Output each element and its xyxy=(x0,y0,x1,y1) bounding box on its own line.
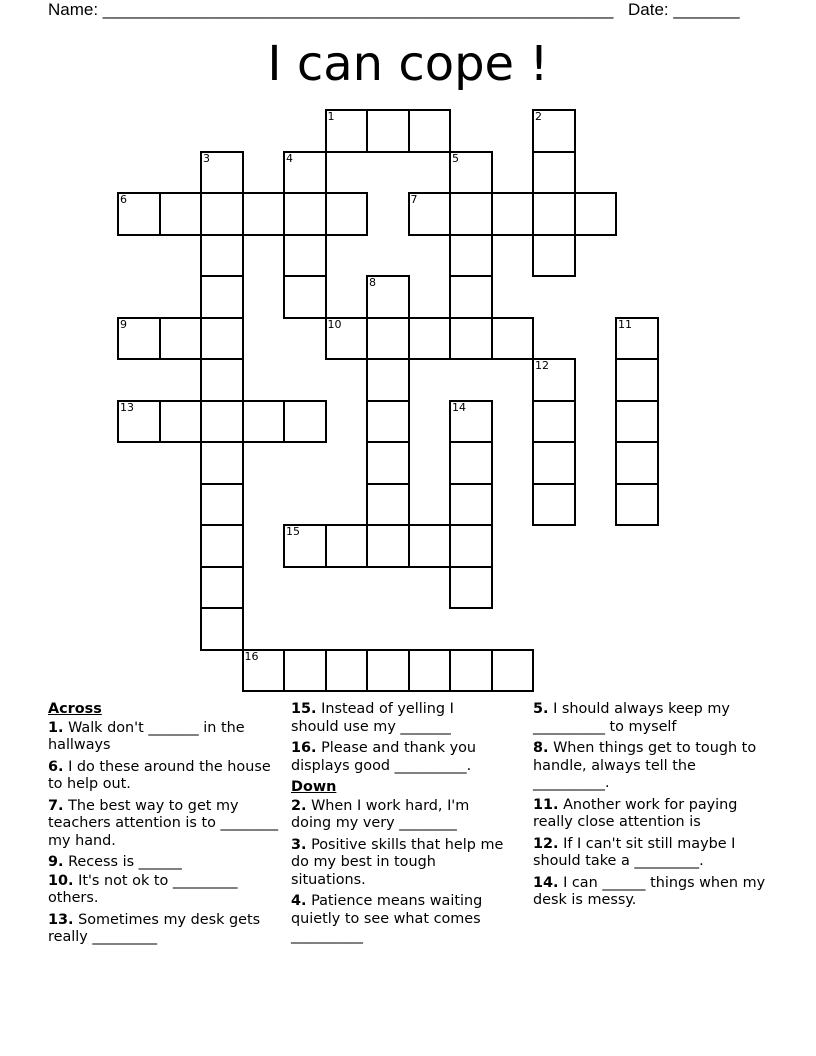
grid-cell[interactable] xyxy=(366,524,410,568)
grid-cell[interactable] xyxy=(449,234,493,278)
grid-cell[interactable] xyxy=(449,192,493,236)
grid-cell[interactable] xyxy=(449,524,493,568)
grid-cell[interactable] xyxy=(615,441,659,485)
clue-down-4: 4. Patience means waiting quietly to see what comes __________ xyxy=(291,893,483,944)
grid-cell[interactable] xyxy=(532,441,576,485)
grid-cell[interactable] xyxy=(449,483,493,527)
clue-number: 10 xyxy=(327,317,342,331)
grid-cell[interactable] xyxy=(408,109,452,153)
grid-cell[interactable] xyxy=(200,151,244,195)
grid-cell[interactable] xyxy=(615,317,659,361)
grid-cell[interactable] xyxy=(366,400,410,444)
clue-column-1 xyxy=(48,701,288,951)
clue-number: 1 xyxy=(327,110,335,123)
clue-down-8: 8. When things get to tough to handle, always tell the __________. xyxy=(533,740,757,791)
clue-number: 13 xyxy=(120,400,134,414)
grid-cell[interactable] xyxy=(200,234,244,278)
grid-cell[interactable] xyxy=(325,524,369,568)
date-field: Date: _______ xyxy=(628,0,740,19)
clue-number: 14 xyxy=(452,400,466,414)
grid-cell[interactable] xyxy=(491,649,535,693)
clue-column-2 xyxy=(291,701,506,950)
grid-cell[interactable] xyxy=(200,441,244,485)
clue-number: 2 xyxy=(535,110,542,123)
grid-cell[interactable] xyxy=(532,358,576,402)
clue-number: 12 xyxy=(535,359,549,372)
grid-cell[interactable] xyxy=(532,109,576,153)
grid-cell[interactable] xyxy=(325,192,369,236)
grid-cell[interactable] xyxy=(408,524,452,568)
clue-number: 5 xyxy=(452,151,459,165)
clue-down-12: 12. If I can't sit still maybe I should take a _________. xyxy=(533,835,736,869)
grid-cell[interactable] xyxy=(283,649,327,693)
grid-cell[interactable] xyxy=(449,275,493,319)
across-heading: Across xyxy=(48,701,102,717)
clue-number: 4 xyxy=(286,151,293,165)
clue-column-3 xyxy=(533,701,768,914)
grid-cell[interactable] xyxy=(366,649,410,693)
clue-number: 7 xyxy=(410,193,418,206)
clue-across-7: 7. The best way to get my teachers attention is to ________ my hand. xyxy=(48,797,279,849)
grid-cell[interactable] xyxy=(200,566,244,610)
grid-cell[interactable] xyxy=(449,151,493,195)
name-field: Name: ______________________________________________________ xyxy=(48,0,614,19)
grid-cell[interactable] xyxy=(491,317,535,361)
grid-cell[interactable] xyxy=(200,317,244,361)
clue-down-5: 5. I should always keep my __________ to myself xyxy=(533,701,730,735)
down-heading: Down xyxy=(291,779,337,795)
grid-cell[interactable] xyxy=(283,524,327,568)
grid-cell[interactable] xyxy=(200,192,244,236)
clue-across-15: 15. Instead of yelling I should use my _______ xyxy=(291,701,454,735)
grid-cell[interactable] xyxy=(242,192,286,236)
grid-cell[interactable] xyxy=(283,234,327,278)
grid-cell[interactable] xyxy=(408,317,452,361)
clue-down-14: 14. I can ______ things when my desk is messy. xyxy=(533,874,766,908)
grid-cell[interactable] xyxy=(366,358,410,402)
clue-across-6: 6. I do these around the house to help out. xyxy=(48,758,271,792)
grid-cell[interactable] xyxy=(200,483,244,527)
page-title: I can cope ! xyxy=(267,36,549,92)
clue-number: 16 xyxy=(244,649,259,663)
grid-cell[interactable] xyxy=(283,275,327,319)
grid-cell[interactable] xyxy=(242,649,286,693)
grid-cell[interactable] xyxy=(283,151,327,195)
clue-across-10: 10. It's not ok to _________ others. xyxy=(48,872,238,906)
clue-number: 15 xyxy=(286,525,300,538)
grid-cell[interactable] xyxy=(449,566,493,610)
grid-cell[interactable] xyxy=(366,441,410,485)
grid-cell[interactable] xyxy=(283,400,327,444)
clue-down-11: 11. Another work for paying really close attention is xyxy=(533,796,738,830)
grid-cell[interactable] xyxy=(491,192,535,236)
grid-cell[interactable] xyxy=(283,192,327,236)
clue-across-9: 9. Recess is ______ xyxy=(48,854,182,870)
grid-cell[interactable] xyxy=(532,192,576,236)
grid-cell[interactable] xyxy=(200,275,244,319)
clue-number: 9 xyxy=(120,317,127,331)
grid-cell[interactable] xyxy=(200,358,244,402)
grid-cell[interactable] xyxy=(449,400,493,444)
grid-cell[interactable] xyxy=(117,317,161,361)
grid-cell[interactable] xyxy=(615,483,659,527)
grid-cell[interactable] xyxy=(408,649,452,693)
clue-across-1: 1. Walk don't _______ in the hallways xyxy=(48,719,245,753)
grid-cell[interactable] xyxy=(117,400,161,444)
grid-cell[interactable] xyxy=(449,317,493,361)
grid-cell[interactable] xyxy=(159,192,203,236)
grid-cell[interactable] xyxy=(325,109,369,153)
grid-cell[interactable] xyxy=(366,109,410,153)
grid-cell[interactable] xyxy=(366,317,410,361)
grid-cell[interactable] xyxy=(366,483,410,527)
clue-across-13: 13. Sometimes my desk gets really _________ xyxy=(48,911,261,945)
grid-cell[interactable] xyxy=(449,649,493,693)
grid-cell[interactable] xyxy=(159,400,203,444)
grid-cell[interactable] xyxy=(325,649,369,693)
grid-cell[interactable] xyxy=(325,317,369,361)
grid-cell[interactable] xyxy=(615,358,659,402)
clue-down-2: 2. When I work hard, I'm doing my very ________ xyxy=(291,797,470,831)
clue-number: 8 xyxy=(369,276,376,289)
clue-across-16: 16. Please and thank you displays good __________. xyxy=(291,740,477,774)
grid-cell[interactable] xyxy=(200,607,244,651)
grid-cell[interactable] xyxy=(366,275,410,319)
grid-cell[interactable] xyxy=(200,400,244,444)
grid-cell[interactable] xyxy=(449,441,493,485)
grid-cell[interactable] xyxy=(117,192,161,236)
grid-cell[interactable] xyxy=(532,400,576,444)
grid-cell[interactable] xyxy=(532,483,576,527)
clue-number: 3 xyxy=(203,151,210,165)
clue-number: 11 xyxy=(618,317,632,331)
grid-cell[interactable] xyxy=(532,151,576,195)
grid-cell[interactable] xyxy=(200,524,244,568)
grid-cell[interactable] xyxy=(532,234,576,278)
clue-number: 6 xyxy=(120,193,127,206)
grid-cell[interactable] xyxy=(159,317,203,361)
grid-cell[interactable] xyxy=(574,192,618,236)
grid-cell[interactable] xyxy=(242,400,286,444)
grid-cell[interactable] xyxy=(615,400,659,444)
grid-cell[interactable] xyxy=(408,192,452,236)
clue-down-3: 3. Positive skills that help me do my best in tough situations. xyxy=(291,836,504,888)
